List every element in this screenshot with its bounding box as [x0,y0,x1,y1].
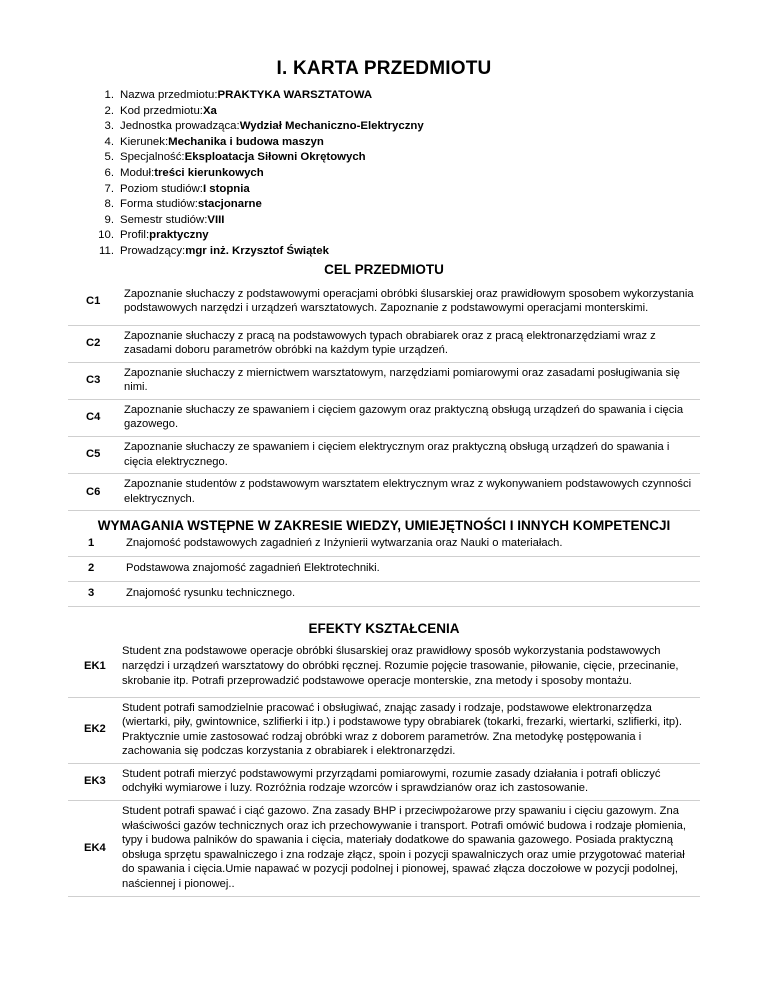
row-code: 2 [68,557,122,582]
table-row [68,582,700,607]
item-label: Moduł: [120,166,155,179]
row-text: Znajomość podstawowych zagadnień z Inżynierii wytwarzania oraz Nauki o materiałach. [122,532,700,557]
item-label: Profil: [120,229,150,242]
list-item [92,166,424,182]
row-code: EK4 [68,801,118,897]
row-text: Zapoznanie studentów z podstawowym warsztatem elektrycznym wraz z wykonywaniem podstawowych czynności elektrycznych. [120,474,700,511]
wymagania-section-title: WYMAGANIA WSTĘPNE W ZAKRESIE WIEDZY, UMIEJĘTNOŚCI I INNYCH KOMPETENCJI [97,518,671,533]
item-value: VIII [207,213,225,226]
item-value: treści kierunkowych [154,166,264,179]
row-code: EK3 [68,763,118,800]
list-item [92,182,424,198]
item-value: Mechanika i budowa maszyn [168,135,324,148]
table-row [68,437,700,474]
table-row [68,532,700,557]
item-label: Specjalność: [120,151,185,164]
row-code: C6 [68,474,120,511]
table-row [68,279,700,325]
item-number: 11. [99,244,114,257]
row-code: C3 [68,362,120,399]
row-code: C4 [68,399,120,436]
list-item [92,213,424,229]
item-value: PRAKTYKA WARSZTATOWA [217,89,373,101]
table-row [68,399,700,436]
list-item [92,228,424,244]
table-row [68,763,700,800]
item-value: Xa [202,104,217,117]
table-row [68,697,700,763]
item-number: 2. [104,104,114,117]
item-label: Nazwa przedmiotu: [120,89,218,101]
list-item [92,88,424,104]
item-label: Semestr studiów: [120,213,208,226]
row-text: Zapoznanie słuchaczy ze spawaniem i cięciem gazowym oraz praktyczną obsługą urządzeń do spawania i cięcia gazowego. [120,399,700,436]
row-code: C2 [68,325,120,362]
row-code: C5 [68,437,120,474]
item-label: Kod przedmiotu: [120,104,203,117]
row-code: 3 [68,582,122,607]
item-value: Wydział Mechaniczno-Elektryczny [239,120,424,133]
row-text: Student potrafi mierzyć podstawowymi przyrządami pomiarowymi, rozumie zasady działania i potrafi obliczyć odchyłki wymiarowe i luzy. Rozróżnia rodzaje wzorców i sprawdzianów oraz ich zastosowanie. [118,763,700,800]
table-row [68,474,700,511]
item-number: 5. [104,151,114,164]
list-item [92,119,424,135]
list-item [92,197,424,213]
table-row [68,801,700,897]
table-row [68,637,700,697]
efekty-table [68,637,700,897]
item-label: Poziom studiów: [120,182,203,195]
item-label: Kierunek: [120,135,169,148]
table-row [68,557,700,582]
row-text: Student potrafi spawać i ciąć gazowo. Zna zasady BHP i przeciwpożarowe przy spawaniu i cięciu gazowym. Zna właściwości gazów technicznych oraz ich przechowywanie i transport. Potrafi omówić budowa i rodzaje płomienia, typy i budowa palników do spawania i cięcia, materiały dodatkowe do spawania gazowego. Posiada praktyczną obsługa sprzętu spawalniczego i zna rodzaje złącz, spoin i pozycji spawalniczych oraz umie przygotować materiał do spawania i cięcia.Umie napawać w pozycji podolnej i pionowej, spawać złącza doczołowe w pozycji podolnej, naściennej i pionowej.. [118,801,700,897]
page-title: I. KARTA PRZEDMIOTU [276,58,492,79]
row-text: Zapoznanie słuchaczy ze spawaniem i cięciem elektrycznym oraz praktyczną obsługą urządzeń do spawania i cięcia elektrycznego. [120,437,700,474]
wymagania-table [68,532,700,607]
item-number: 8. [104,198,114,211]
item-value: I stopnia [202,182,250,195]
item-number: 7. [104,182,114,195]
item-number: 6. [104,166,114,179]
item-number: 10. [98,229,114,242]
row-code: EK2 [68,697,118,763]
item-label: Forma studiów: [120,198,198,211]
row-text: Podstawowa znajomość zagadnień Elektrotechniki. [122,557,700,582]
row-code: 1 [68,532,122,557]
row-text: Student potrafi samodzielnie pracować i obsługiwać, znając zasady i rodzaje, podstawowe elektronarzędza (wiertarki, piły, gwintownice, szlifierki i itp.) i podstawowe typy obrabiarek (tokarki, frezarki, wiertarki, szlifierki, itp). Praktycznie umie zastosować rodzaj obróbki wraz z doborem parametrów. Zna metodykę postępowania i zachowania się podczas korzystania z obrabiarek i elektronarzędzi. [118,697,700,763]
item-value: Eksploatacja Siłowni Okrętowych [184,151,366,164]
row-text: Student zna podstawowe operacje obróbki ślusarskiej oraz prawidłowy sposób wykorzystania podstawowych narzędzi i urządzeń warsztatowy do obróbki ręcznej. Rozumie pojęcie trasowanie, piłowanie, cięcie, przecinanie, skrobanie itp. Potrafi przeprowadzić podstawowe operacje monterskie, zna metody i sposoby montażu. [118,637,700,697]
list-item [92,150,424,166]
table-row [68,325,700,362]
list-item [92,135,424,151]
row-text: Zapoznanie słuchaczy z podstawowymi operacjami obróbki ślusarskiej oraz prawidłowym sposobem wykorzystania podstawowych narzędzi i urządzeń warsztatowych. Zapoznanie z podstawowymi operacjami monterskimi. [120,279,700,325]
row-code: EK1 [68,637,118,697]
cel-section-title: CEL PRZEDMIOTU [324,262,444,277]
item-number: 1. [104,89,114,101]
row-text: Zapoznanie słuchaczy z miernictwem warsztatowym, narzędziami pomiarowymi oraz zasadami posługiwania się nimi. [120,362,700,399]
item-value: mgr inż. Krzysztof Świątek [185,244,329,257]
item-number: 4. [104,135,114,148]
row-code: C1 [68,279,120,325]
item-label: Prowadzący: [120,244,186,257]
item-label: Jednostka prowadząca: [120,120,240,133]
list-item [92,104,424,120]
row-text: Zapoznanie słuchaczy z pracą na podstawowych typach obrabiarek oraz z pracą elektronarzędziami wraz z zasadami doboru parametrów obróbki na każdym typie urządzeń. [120,325,700,362]
item-number: 3. [104,120,114,133]
list-item [92,244,424,260]
item-number: 9. [104,213,114,226]
item-value: stacjonarne [197,198,262,211]
cel-table [68,279,700,511]
row-text: Znajomość rysunku technicznego. [122,582,700,607]
table-row [68,362,700,399]
efekty-section-title: EFEKTY KSZTAŁCENIA [308,621,460,636]
item-value: praktyczny [149,229,209,242]
course-info-list [92,88,424,260]
